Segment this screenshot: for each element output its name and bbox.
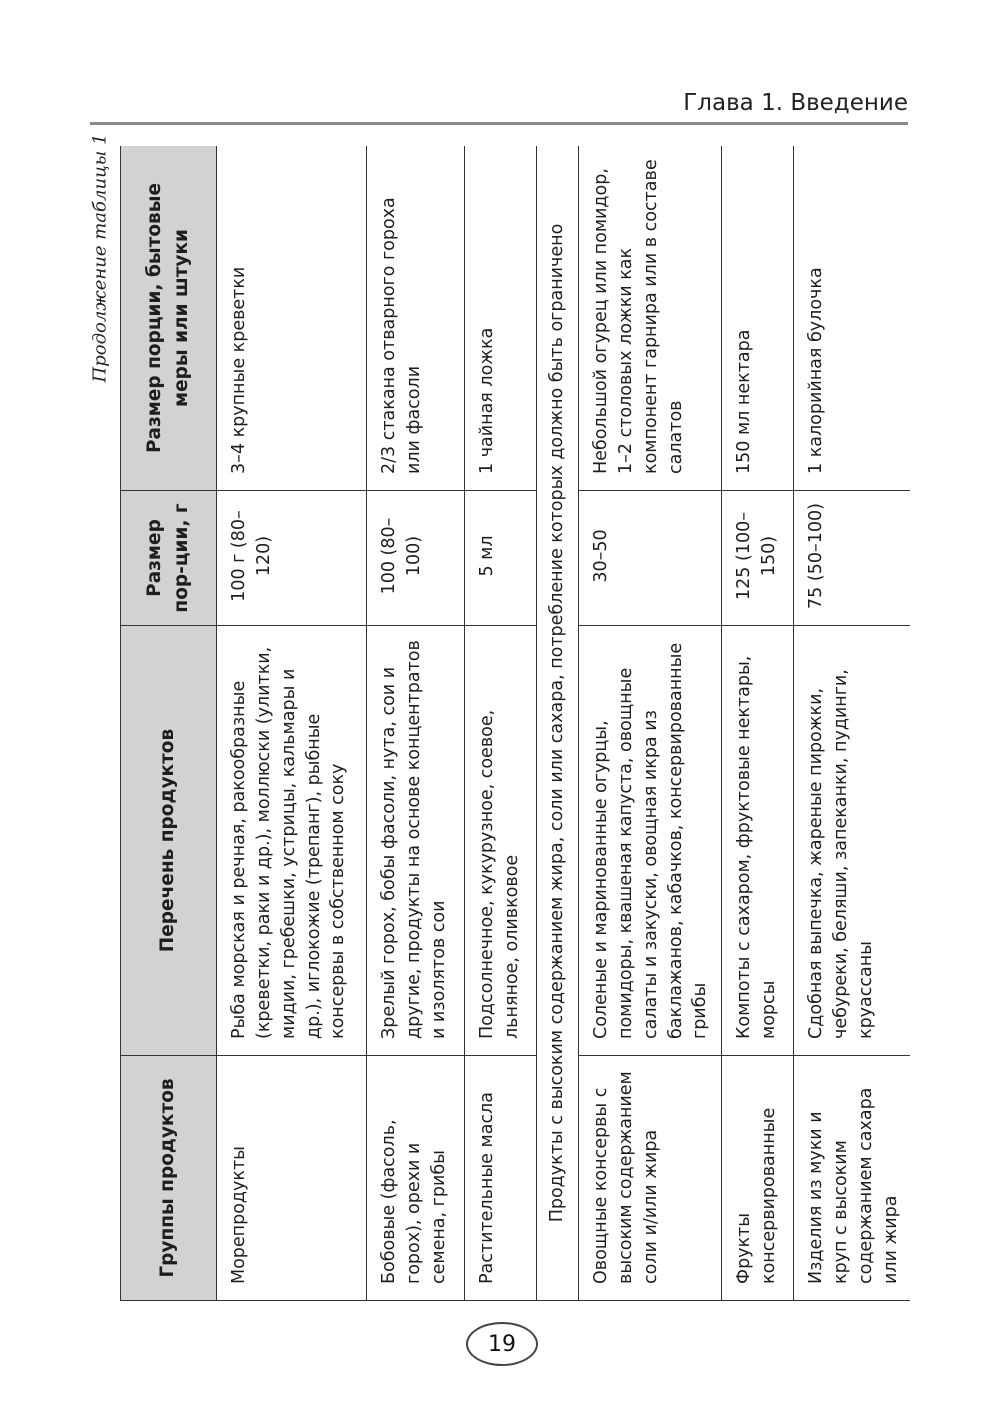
continuation-label: Продолжение таблицы 1: [89, 133, 111, 383]
column-header-products: Перечень продуктов: [121, 626, 217, 1056]
cell-household: 2/3 стакана отварного гороха или фасоли: [367, 146, 465, 491]
cell-grams: 100 г (80–120): [217, 491, 367, 626]
cell-household: 3–4 крупные креветки: [217, 146, 367, 491]
cell-products: Рыба морская и речная, ракообразные (креветки, раки и др.), моллюски (улитки, мидии, гребешки, устрицы, кальмары и др.), иглокожие (трепанг), рыбные консервы в собственном соку: [217, 626, 367, 1056]
cell-group: Морепродукты: [217, 1056, 367, 1301]
cell-products: Компоты с сахаром, фруктовые нектары, морсы: [722, 626, 794, 1056]
table-header-row: [121, 146, 217, 1301]
table-row: [579, 146, 722, 1301]
cell-household: 150 мл нектара: [722, 146, 794, 491]
section-heading: Продукты с высоким содержанием жира, соли или сахара, потребление которых должно быть ограничено: [537, 146, 579, 1301]
cell-grams: 30–50: [579, 491, 722, 626]
cell-group: Изделия из муки и круп с высоким содержанием сахара или жира: [794, 1056, 910, 1301]
cell-group: Фрукты консервированные: [722, 1056, 794, 1301]
cell-products: Подсолнечное, кукурузное, соевое, льняное, оливковое: [465, 626, 537, 1056]
column-header-grams: Размер пор-ции, г: [121, 491, 217, 626]
table-row: [367, 146, 465, 1301]
cell-household: Небольшой огурец или помидор, 1–2 столовых ложки как компонент гарнира или в составе салатов: [579, 146, 722, 491]
column-header-household: Размер порции, бытовые меры или штуки: [121, 146, 217, 491]
cell-group: Овощные консервы с высоким содержанием соли и/или жира: [579, 1056, 722, 1301]
cell-grams: 100 (80–100): [367, 491, 465, 626]
cell-products: Соленые и маринованные огурцы, помидоры, квашеная капуста, овощные салаты и закуски, овощная икра из баклажанов, кабачков, консервированные грибы: [579, 626, 722, 1056]
table-container: [120, 146, 910, 1301]
section-row: [537, 146, 579, 1301]
cell-group: Растительные масла: [465, 1056, 537, 1301]
cell-household: 1 чайная ложка: [465, 146, 537, 491]
cell-products: Сдобная выпечка, жареные пирожки, чебуреки, беляши, запеканки, пудинги, круассаны: [794, 626, 910, 1056]
table-row: [794, 146, 910, 1301]
cell-products: Зрелый горох, бобы фасоли, нута, сои и другие, продукты на основе концентратов и изолятов сои: [367, 626, 465, 1056]
page-number: 19: [466, 1322, 538, 1366]
column-header-groups: Группы продуктов: [121, 1056, 217, 1301]
food-groups-table: [120, 146, 910, 1301]
cell-grams: 125 (100–150): [722, 491, 794, 626]
cell-group: Бобовые (фасоль, горох), орехи и семена, грибы: [367, 1056, 465, 1301]
chapter-title: Глава 1. Введение: [683, 90, 908, 116]
table-row: [217, 146, 367, 1301]
table-row: [465, 146, 537, 1301]
header-rule: [90, 122, 908, 125]
cell-grams: 5 мл: [465, 491, 537, 626]
cell-household: 1 калорийная булочка: [794, 146, 910, 491]
cell-grams: 75 (50–100): [794, 491, 910, 626]
table-row: [722, 146, 794, 1301]
